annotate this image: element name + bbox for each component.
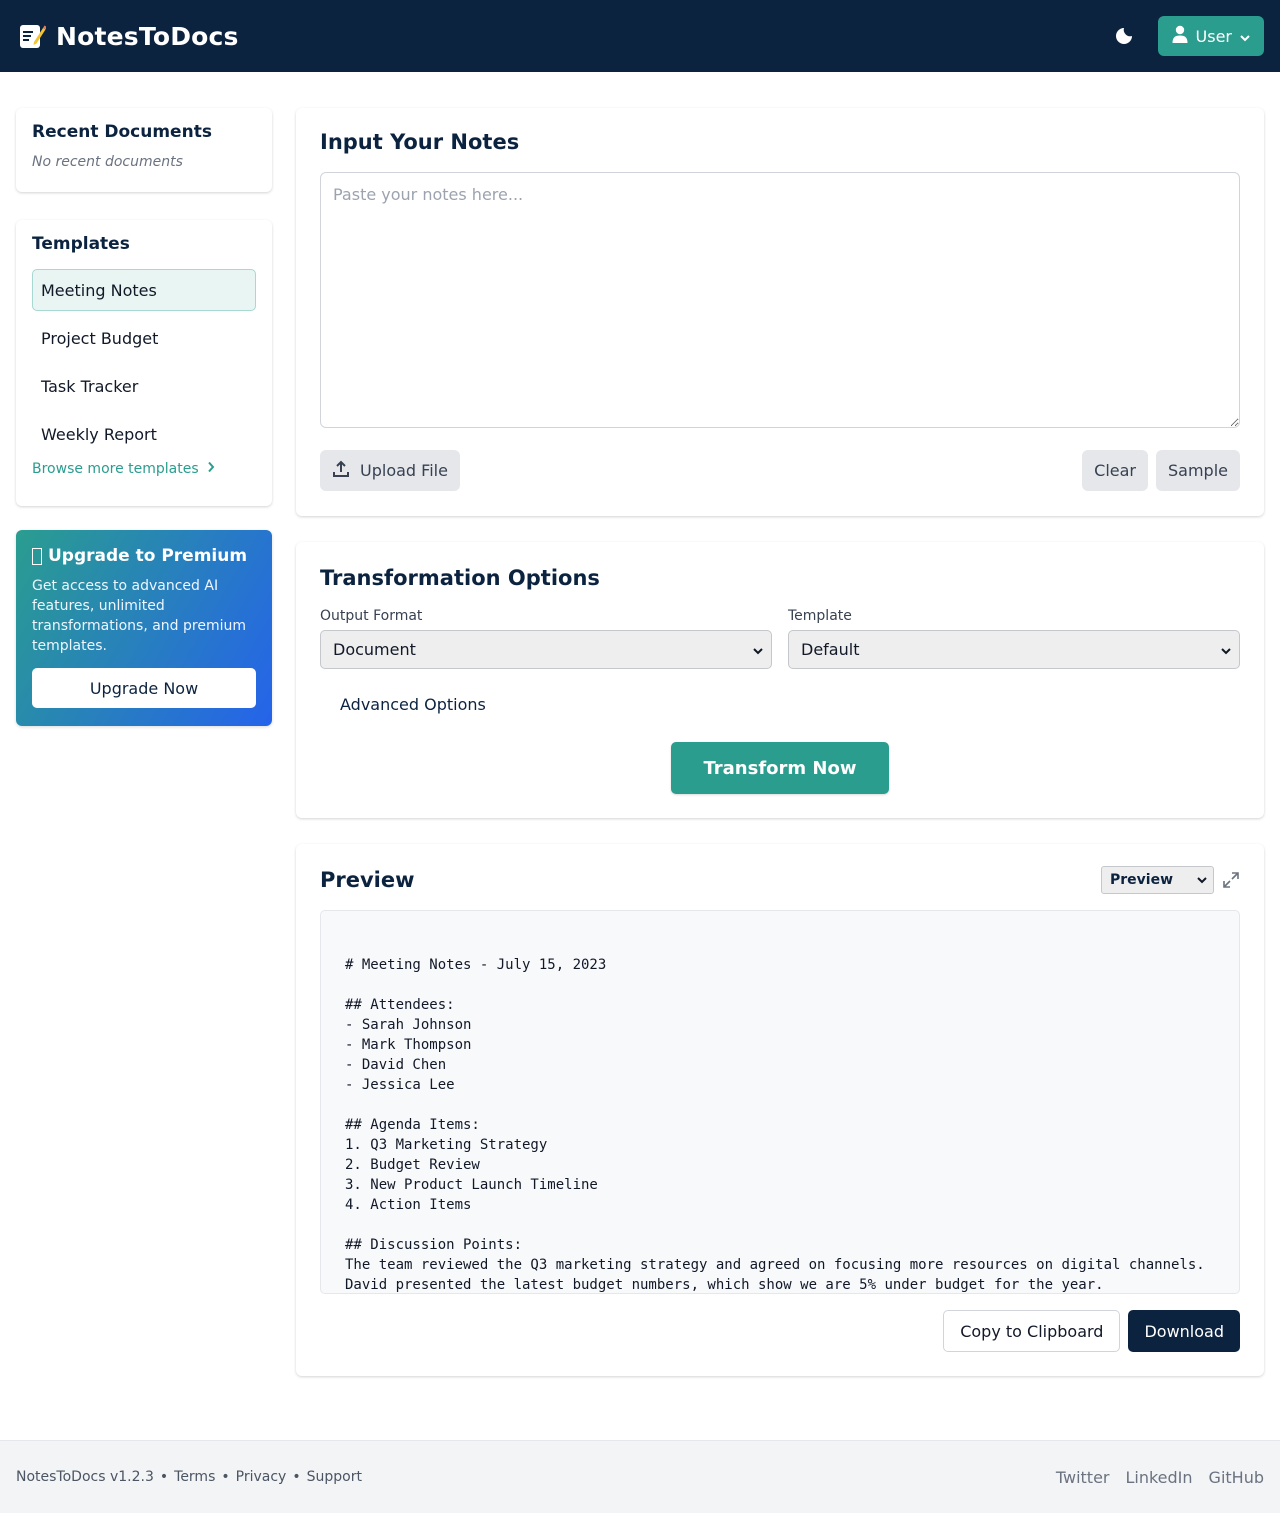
template-item-project-budget[interactable]: Project Budget xyxy=(41,328,159,348)
premium-description: Get access to advanced AI features, unlimited transformations, and premium templates. xyxy=(32,578,246,654)
preview-panel xyxy=(296,844,1264,1376)
premium-card xyxy=(16,530,272,726)
preview-content-box[interactable] xyxy=(320,910,1240,1294)
app-name: NotesToDocs xyxy=(56,21,239,51)
footer-link-github[interactable]: GitHub xyxy=(1208,1467,1264,1487)
preview-title: Preview xyxy=(320,868,415,892)
brand[interactable] xyxy=(18,22,239,51)
upload-icon xyxy=(332,460,350,482)
footer-version: NotesToDocs v1.2.3 xyxy=(16,1469,154,1485)
copy-to-clipboard-button[interactable]: Copy to Clipboard xyxy=(943,1310,1120,1352)
template-item-weekly-report[interactable]: Weekly Report xyxy=(41,424,157,444)
premium-title: Upgrade to Premium xyxy=(48,546,248,566)
template-select[interactable] xyxy=(788,630,1240,669)
moon-icon[interactable] xyxy=(1112,24,1136,48)
upload-file-label: Upload File xyxy=(360,461,448,480)
transformation-options-title: Transformation Options xyxy=(320,566,600,590)
template-value: Default xyxy=(801,640,860,659)
input-notes-panel xyxy=(296,108,1264,516)
browse-templates-label: Browse more templates xyxy=(32,461,199,477)
chevron-down-icon xyxy=(1240,27,1250,46)
input-notes-title: Input Your Notes xyxy=(320,130,520,154)
output-format-select[interactable] xyxy=(320,630,772,669)
footer-separator: • xyxy=(221,1469,230,1485)
user-menu-button[interactable] xyxy=(1158,16,1264,56)
sample-button[interactable]: Sample xyxy=(1156,450,1240,491)
upload-file-button[interactable] xyxy=(320,450,460,491)
download-button[interactable]: Download xyxy=(1128,1310,1240,1352)
footer xyxy=(0,1440,1280,1513)
transform-now-button[interactable]: Transform Now xyxy=(671,742,889,794)
preview-text: # Meeting Notes - July 15, 2023 ## Attendees: - Sarah Johnson - Mark Thompson - David Chen - Jessica Lee ## Agenda Items: 1. Q3 Marketing Strategy 2. Budget Review 3. New Product Launch Timeline 4. Action Items ## Discussion Points: The team reviewed the Q3 marketing strategy and agreed on focusing more resources on digital channels. David presented the latest budget numbers, which show we are 5% under budget for the year. xyxy=(345,957,1205,1293)
advanced-options-toggle[interactable]: Advanced Options xyxy=(340,695,486,714)
footer-link-terms[interactable]: Terms xyxy=(174,1469,216,1485)
user-icon xyxy=(1172,25,1188,47)
view-mode-select[interactable] xyxy=(1101,866,1214,894)
transformation-options-panel xyxy=(296,542,1264,818)
upgrade-now-button[interactable]: Upgrade Now xyxy=(32,668,256,708)
templates-title: Templates xyxy=(32,234,130,254)
recent-documents-card xyxy=(16,108,272,192)
notes-logo-icon xyxy=(18,22,46,50)
footer-separator: • xyxy=(159,1469,169,1485)
output-format-value: Document xyxy=(333,640,416,659)
output-format-field xyxy=(320,608,772,669)
browse-templates-link[interactable] xyxy=(32,461,256,477)
template-item-meeting-notes[interactable]: Meeting Notes xyxy=(32,269,256,311)
footer-separator: • xyxy=(292,1469,301,1485)
expand-icon[interactable] xyxy=(1221,870,1241,890)
templates-card xyxy=(16,220,272,506)
footer-link-support[interactable]: Support xyxy=(306,1469,362,1485)
chevron-down-icon xyxy=(1197,872,1207,888)
premium-icon xyxy=(32,548,42,565)
footer-link-twitter[interactable]: Twitter xyxy=(1055,1467,1110,1487)
template-list xyxy=(32,269,256,455)
footer-link-privacy[interactable]: Privacy xyxy=(235,1469,287,1485)
footer-link-linkedin[interactable]: LinkedIn xyxy=(1125,1467,1193,1487)
view-mode-value: Preview xyxy=(1110,872,1174,888)
app-header xyxy=(0,0,1280,72)
chevron-right-icon xyxy=(207,461,215,477)
chevron-down-icon xyxy=(1221,640,1231,659)
notes-textarea[interactable] xyxy=(320,172,1240,428)
clear-button[interactable]: Clear xyxy=(1082,450,1148,491)
template-item-task-tracker[interactable]: Task Tracker xyxy=(41,376,139,396)
recent-documents-title: Recent Documents xyxy=(32,122,212,142)
user-label: User xyxy=(1195,26,1232,46)
template-field xyxy=(788,608,1240,669)
recent-empty-text: No recent documents xyxy=(32,154,183,170)
template-label: Template xyxy=(788,608,852,624)
chevron-down-icon xyxy=(753,640,763,659)
output-format-label: Output Format xyxy=(320,608,423,624)
